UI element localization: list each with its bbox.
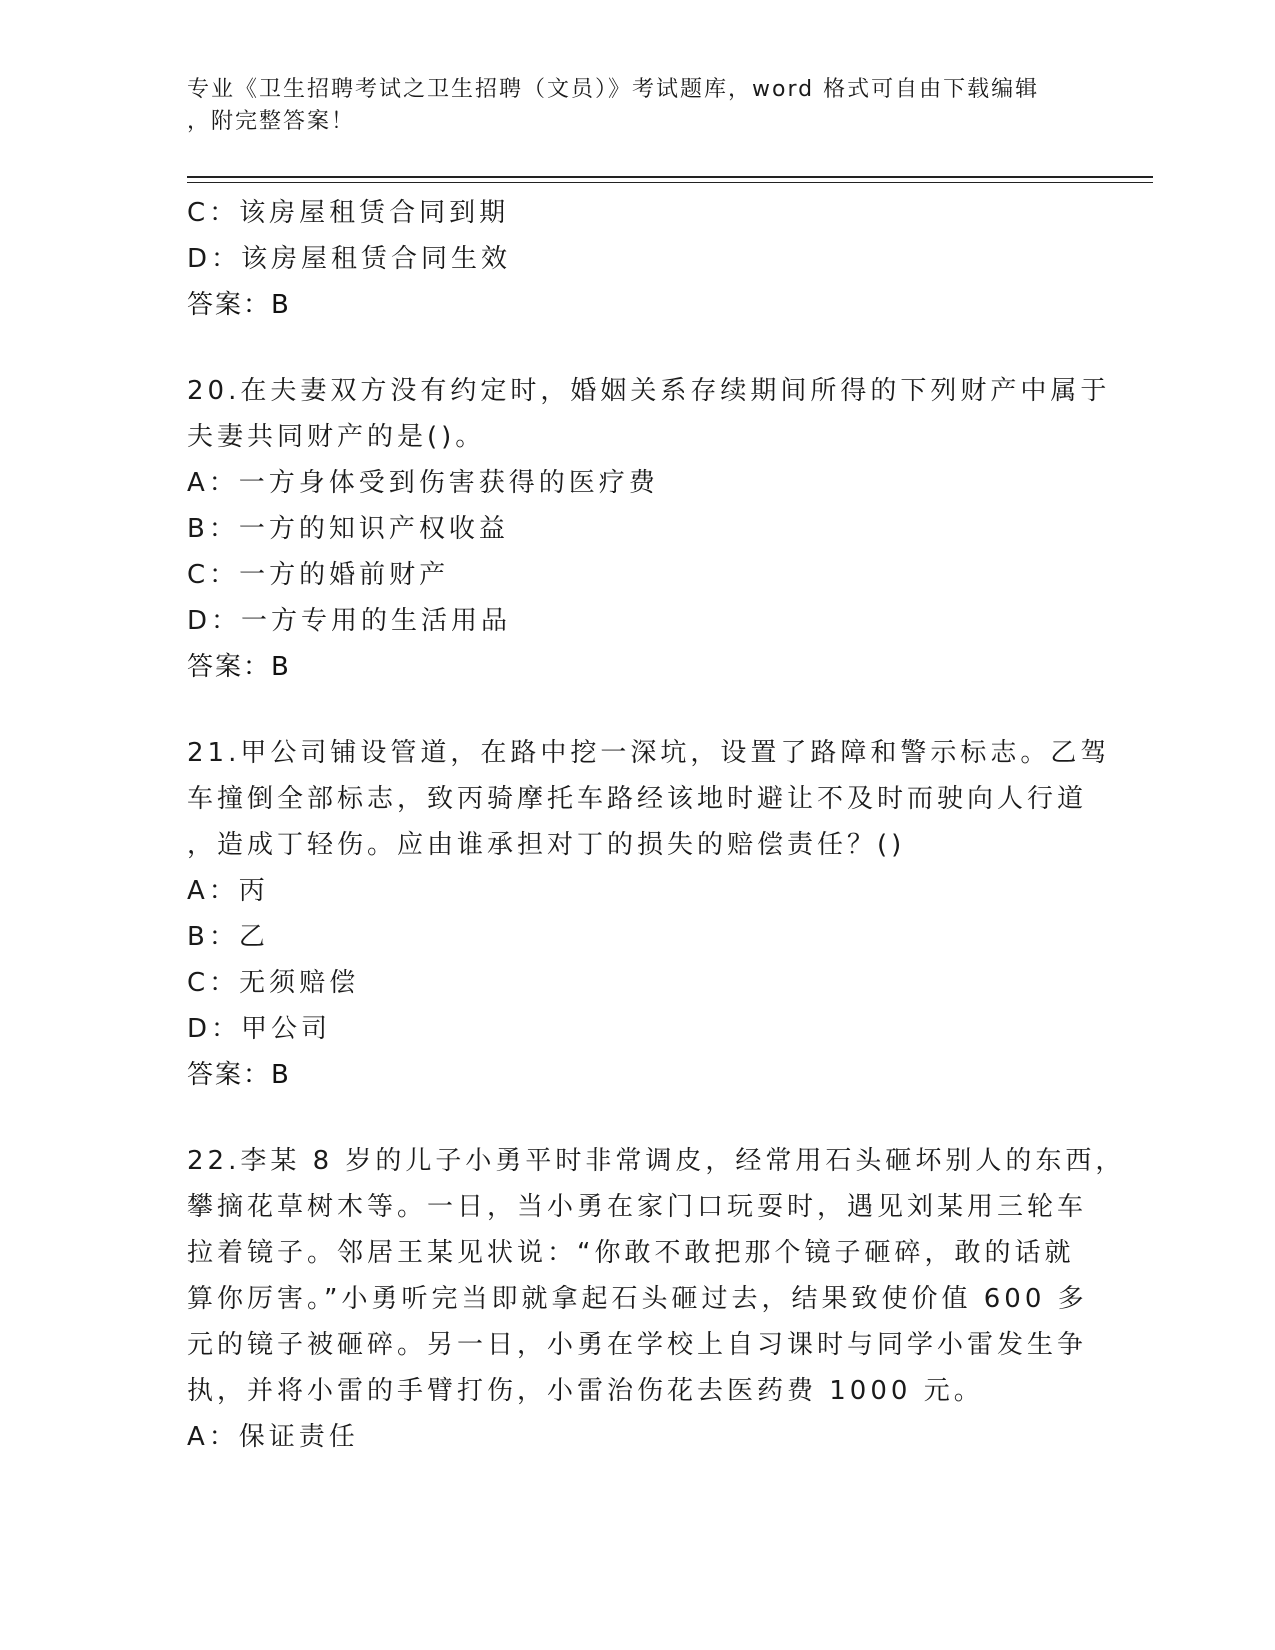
answer-line: 答案：B <box>187 652 291 682</box>
spacer <box>187 690 1087 730</box>
question-text-line: 算你厉害。”小勇听完当即就拿起石头砸过去，结果致使价值 600 多 <box>187 1284 1088 1314</box>
option-c: C：该房屋租赁合同到期 <box>187 198 510 228</box>
document-header <box>187 74 1067 138</box>
question-block-20 <box>187 368 1111 690</box>
question-list <box>187 190 1126 1460</box>
header-rule-thin <box>187 182 1153 183</box>
question-text-line: 攀摘花草树木等。一日，当小勇在家门口玩耍时，遇见刘某用三轮车 <box>187 1192 1088 1222</box>
option-d: D：一方专用的生活用品 <box>187 606 512 636</box>
header-line-2: ，附完整答案！ <box>187 109 356 134</box>
option-a: A：保证责任 <box>187 1422 359 1452</box>
question-text-line: 21.甲公司铺设管道，在路中挖一深坑，设置了路障和警示标志。乙驾 <box>187 738 1111 768</box>
question-text-line: 22.李某 8 岁的儿子小勇平时非常调皮，经常用石头砸坏别人的东西， <box>187 1146 1126 1176</box>
question-text-line: 元的镜子被砸碎。另一日，小勇在学校上自习课时与同学小雷发生争 <box>187 1330 1088 1360</box>
option-b: B：一方的知识产权收益 <box>187 514 509 544</box>
answer-line: 答案：B <box>187 1060 291 1090</box>
option-d: D：该房屋租赁合同生效 <box>187 244 512 274</box>
spacer <box>187 328 1087 368</box>
question-text-line: 拉着镜子。邻居王某见状说：“你敢不敢把那个镜子砸碎，敢的话就 <box>187 1238 1075 1268</box>
option-a: A：丙 <box>187 876 269 906</box>
question-block-21 <box>187 730 1111 1098</box>
question-text-line: ，造成丁轻伤。应由谁承担对丁的损失的赔偿责任？() <box>187 830 906 860</box>
question-text-line: 夫妻共同财产的是()。 <box>187 422 486 452</box>
question-block-19 <box>187 190 1087 328</box>
option-a: A：一方身体受到伤害获得的医疗费 <box>187 468 659 498</box>
answer-line: 答案：B <box>187 290 291 320</box>
question-text-line: 车撞倒全部标志，致丙骑摩托车路经该地时避让不及时而驶向人行道 <box>187 784 1088 814</box>
spacer <box>187 1098 1087 1138</box>
question-text-line: 执，并将小雷的手臂打伤，小雷治伤花去医药费 1000 元。 <box>187 1376 984 1406</box>
header-line-1: 专业《卫生招聘考试之卫生招聘（文员）》考试题库，word 格式可自由下载编辑 <box>187 77 1040 102</box>
option-b: B：乙 <box>187 922 269 952</box>
header-rule-thick <box>187 176 1153 178</box>
option-c: C：一方的婚前财产 <box>187 560 450 590</box>
question-block-22 <box>187 1138 1126 1460</box>
question-text-line: 20.在夫妻双方没有约定时，婚姻关系存续期间所得的下列财产中属于 <box>187 376 1111 406</box>
option-d: D：甲公司 <box>187 1014 332 1044</box>
option-c: C：无须赔偿 <box>187 968 360 998</box>
